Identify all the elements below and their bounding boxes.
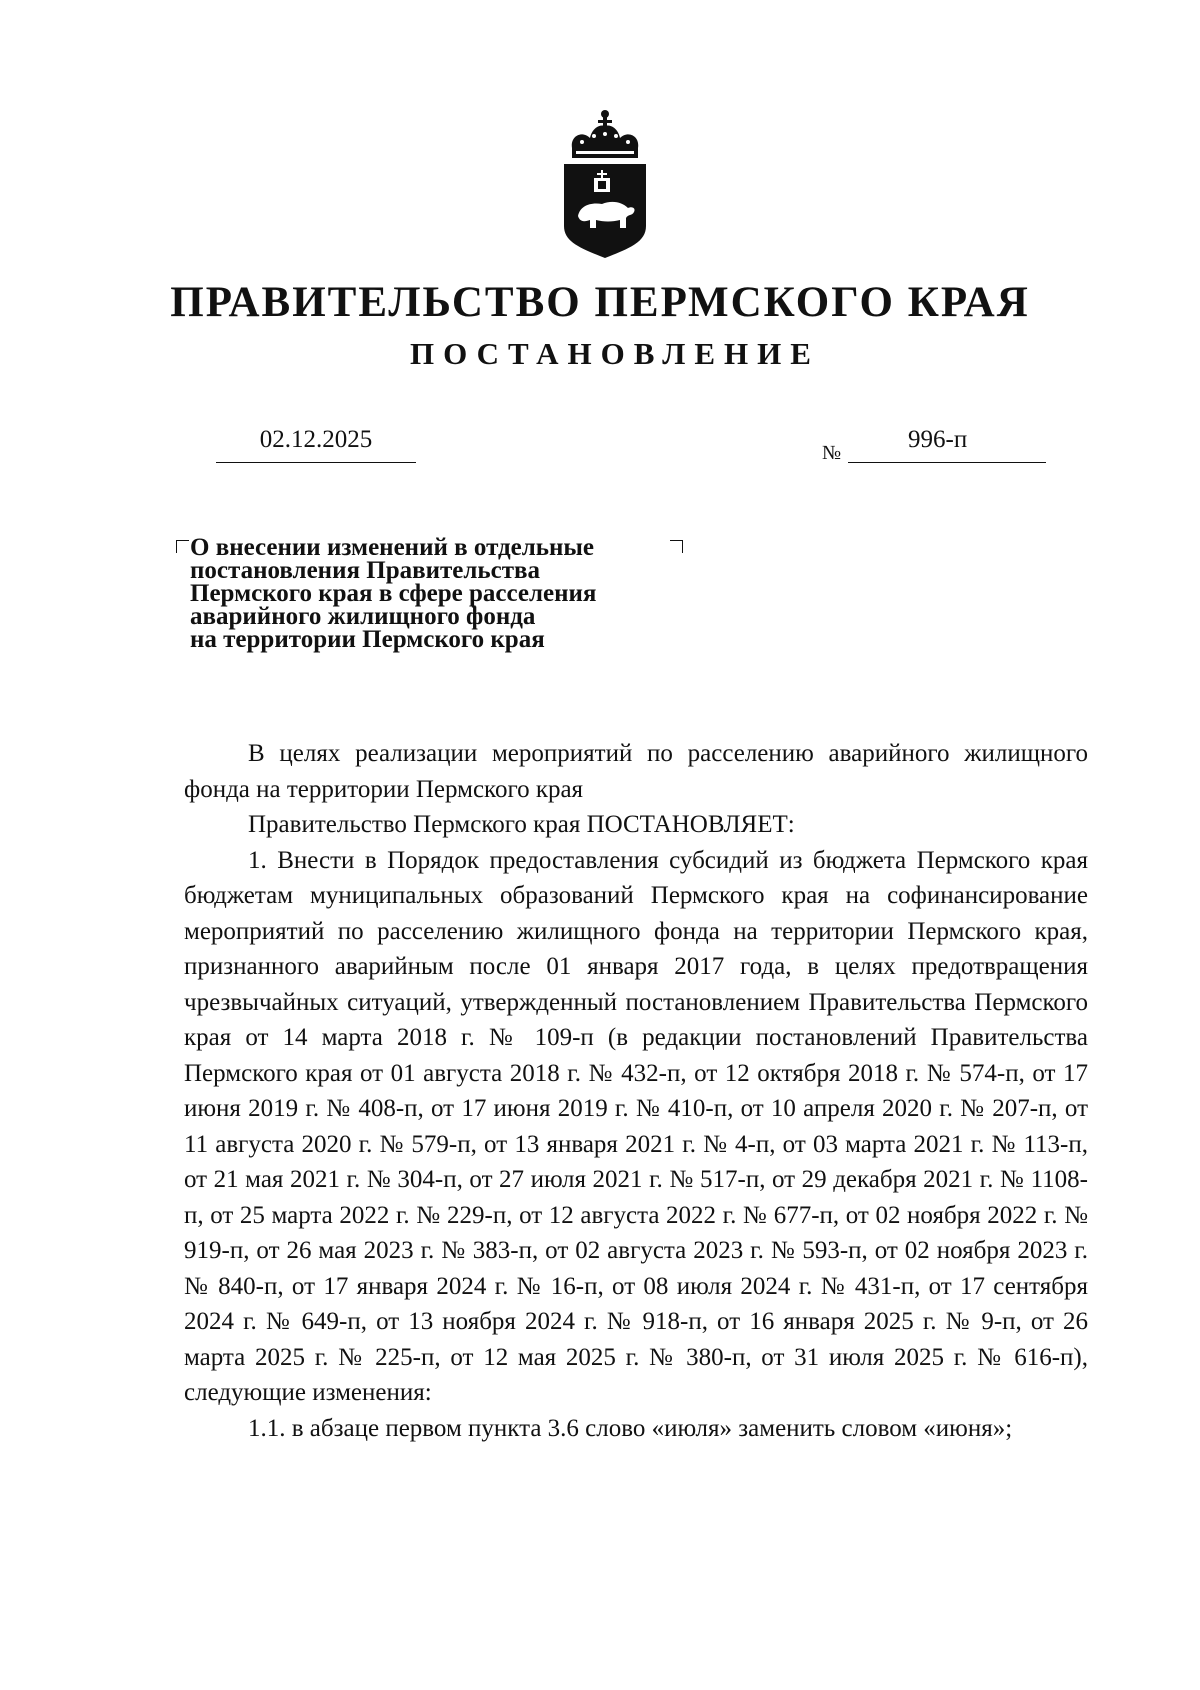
item-1-1-paragraph: 1.1. в абзаце первом пункта 3.6 слово «июля» заменить словом «июня»; bbox=[248, 1414, 1013, 1442]
subject-line: постановления Правительства bbox=[190, 557, 540, 584]
document-number-field bbox=[848, 426, 1046, 463]
subject-line: О внесении изменений в отдельные bbox=[190, 534, 595, 561]
subject-bracket-left bbox=[176, 540, 189, 553]
subject-line: на территории Пермского края bbox=[190, 626, 545, 653]
document-type-title: ПОСТАНОВЛЕНИЕ bbox=[410, 336, 820, 371]
subject-line: аварийного жилищного фонда bbox=[190, 603, 536, 630]
preamble-paragraph: В целях реализации мероприятий по расселению аварийного жилищного фонда на территории Пермского края bbox=[184, 740, 1088, 803]
government-title: ПРАВИТЕЛЬСТВО ПЕРМСКОГО КРАЯ bbox=[170, 279, 1030, 326]
subject-bracket-right bbox=[670, 540, 683, 553]
coat-of-arms-icon bbox=[560, 108, 650, 260]
document-date: 02.12.2025 bbox=[216, 426, 416, 463]
document-body bbox=[184, 736, 1088, 1446]
resolves-paragraph: Правительство Пермского края ПОСТАНОВЛЯЕТ: bbox=[248, 811, 795, 838]
document-number: 996-п bbox=[908, 426, 968, 453]
number-sign: № bbox=[822, 442, 842, 464]
subject-line: Пермского края в сфере расселения bbox=[190, 580, 597, 607]
item-1-paragraph: 1. Внести в Порядок предоставления субсидий из бюджета Пермского края бюджетам муниципальных образований Пермского края на софинансирование мероприятий по расселению жилищного фонда на территории Пермского края, признанного аварийным после 01 января 2017 года, в целях предотвращения чрезвычайных ситуаций, утвержденный постановлением Правительства Пермского края от 14 марта 2018 г. № 109-п (в редакции постановлений Правительства Пермского края от 01 августа 2018 г. № 432-п, от 12 октября 2018 г. № 574-п, от 17 июня 2019 г. № 408-п, от 17 июня 2019 г. № 410-п, от 10 апреля 2020 г. № 207-п, от 11 августа 2020 г. № 579-п, от 13 января 2021 г. № 4-п, от 03 марта 2021 г. № 113-п, от 21 мая 2021 г. № 304-п, от 27 июля 2021 г. № 517-п, от 29 декабря 2021 г. № 1108-п, от 25 марта 2022 г. № 229-п, от 12 августа 2022 г. № 677-п, от 02 ноября 2022 г. № 919-п, от 26 мая 2023 г. № 383-п, от 02 августа 2023 г. № 593-п, от 02 ноября 2023 г. № 840-п, от 17 января 2024 г. № 16-п, от 08 июля 2024 г. № 431-п, от 17 сентября 2024 г. № 649-п, от 13 ноября 2024 г. № 918-п, от 16 января 2025 г. № 9-п, от 26 марта 2025 г. № 225-п, от 12 мая 2025 г. № 380-п, от 31 июля 2025 г. № 616-п), следующие изменения: bbox=[184, 846, 1088, 1406]
document-subject bbox=[190, 536, 670, 651]
